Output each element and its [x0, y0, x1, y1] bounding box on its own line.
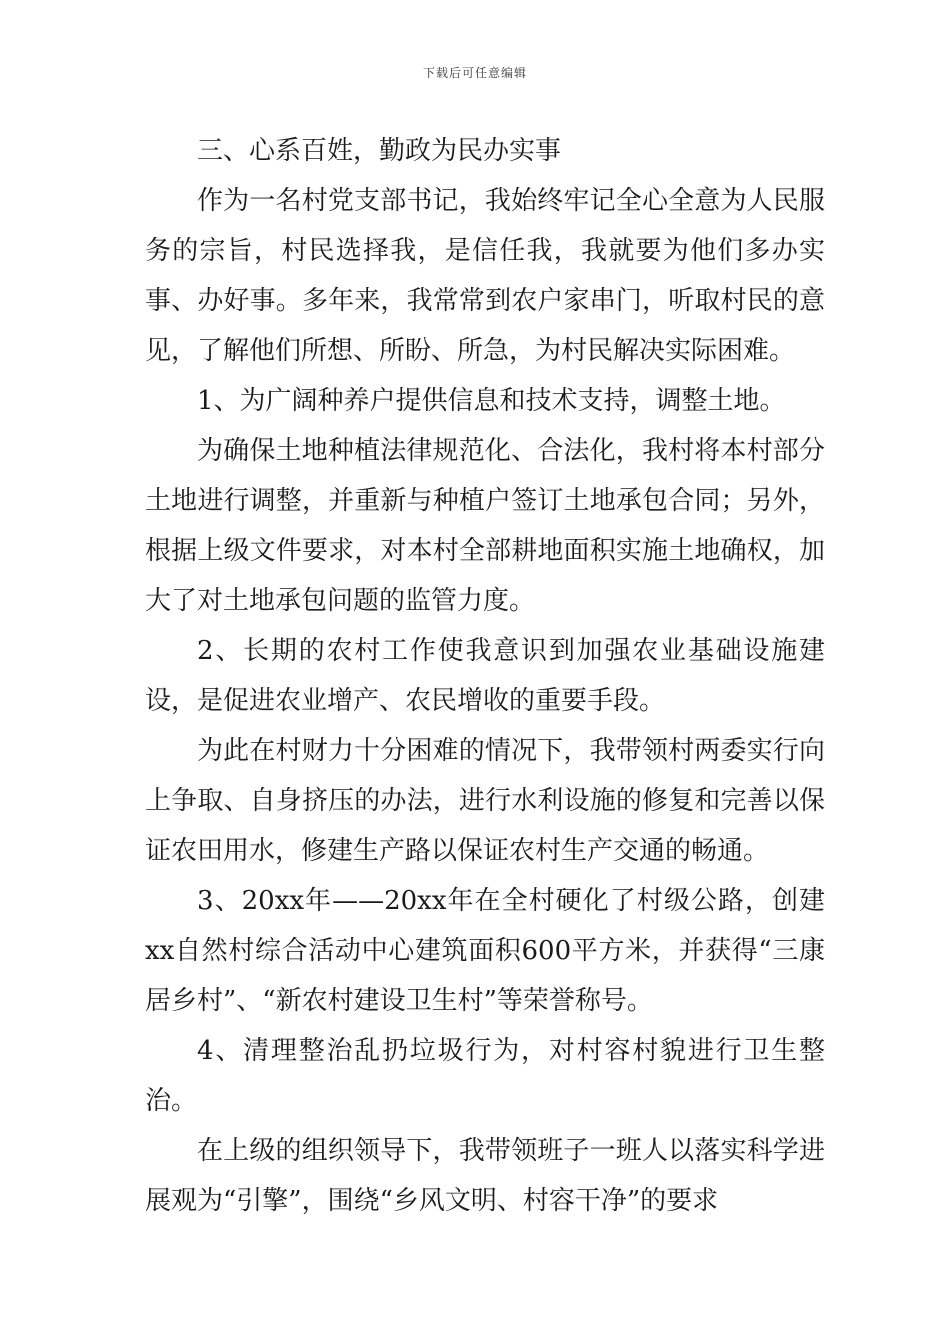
paragraph: 作为一名村党支部书记，我始终牢记全心全意为人民服务的宗旨，村民选择我，是信任我，我就要为他们多办实事、办好事。多年来，我常常到农户家串门，听取村民的意见，了解他们所想、所盼、所急，为村民解决实际困难。 [145, 186, 825, 366]
list-item-heading: 4、清理整治乱扔垃圾行为，对村容村貌进行卫生整治。 [145, 1036, 825, 1116]
paragraph: 为此在村财力十分困难的情况下，我带领村两委实行向上争取、自身挤压的办法，进行水利设施的修复和完善以保证农田用水，修建生产路以保证农村生产交通的畅通。 [145, 736, 825, 866]
paragraph: 在上级的组织领导下，我带领班子一班人以落实科学进展观为“引擎”，围绕“乡风文明、村容干净”的要求 [145, 1136, 825, 1216]
list-item-heading: 1、为广阔种养户提供信息和技术支持，调整土地。 [197, 386, 786, 416]
page-header: 下载后可任意编辑 [422, 66, 527, 80]
document-body [145, 126, 825, 1226]
list-item-heading: 3、20xx年——20xx年在全村硬化了村级公路，创建xx自然村综合活动中心建筑面积600平方米，并获得“三康居乡村”、“新农村建设卫生村”等荣誉称号。 [145, 886, 825, 1016]
section-heading: 三、心系百姓，勤政为民办实事 [197, 136, 562, 166]
list-item-heading: 2、长期的农村工作使我意识到加强农业基础设施建设，是促进农业增产、农民增收的重要手段。 [145, 636, 825, 716]
paragraph: 为确保土地种植法律规范化、合法化，我村将本村部分土地进行调整，并重新与种植户签订土地承包合同；另外，根据上级文件要求，对本村全部耕地面积实施土地确权，加大了对土地承包问题的监管力度。 [145, 436, 825, 616]
